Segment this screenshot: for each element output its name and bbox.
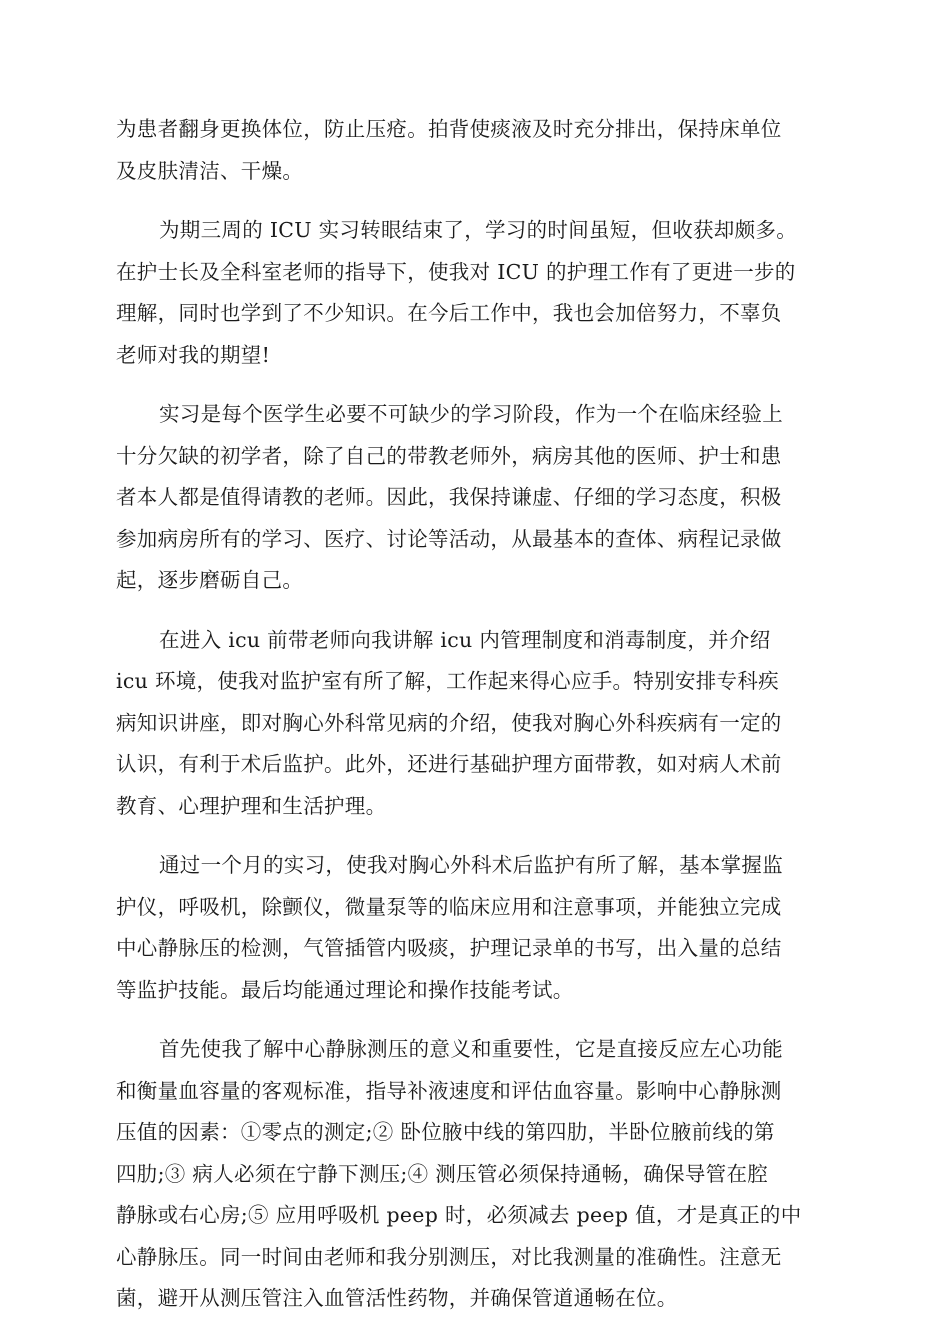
text-line: 为期三周的 ICU 实习转眼结束了，学习的时间虽短，但收获却颇多。 — [159, 218, 797, 242]
text-line: 心静脉压。同一时间由老师和我分别测压，对比我测量的准确性。注意无 — [116, 1244, 782, 1269]
text-line: 护仪，呼吸机，除颤仪，微量泵等的临床应用和注意事项，并能独立完成 — [116, 894, 782, 919]
text-line: icu 环境，使我对监护室有所了解，工作起来得心应手。特别安排专科疾 — [116, 669, 779, 693]
text-line: 理解，同时也学到了不少知识。在今后工作中，我也会加倍努力，不辜负 — [116, 301, 782, 325]
text-line: 者本人都是值得请教的老师。因此，我保持谦虚、仔细的学习态度，积极 — [116, 485, 782, 509]
text-line: 和衡量血容量的客观标准，指导补液速度和评估血容量。影响中心静脉测 — [116, 1078, 782, 1103]
paragraph-1 — [116, 109, 836, 192]
text-line: 在进入 icu 前带老师向我讲解 icu 内管理制度和消毒制度，并介绍 — [159, 627, 771, 652]
text-line: 十分欠缺的初学者，除了自己的带教老师外，病房其他的医师、护士和患 — [116, 443, 782, 468]
text-line: 等监护技能。最后均能通过理论和操作技能考试。 — [116, 977, 574, 1002]
paragraph-4 — [116, 620, 836, 828]
text-line: 菌，避开从测压管注入血管活性药物，并确保管道通畅在位。 — [116, 1286, 678, 1310]
text-line: 及皮肤清洁、干燥。 — [116, 158, 304, 183]
paragraph-5 — [116, 845, 836, 1011]
text-line: 病知识讲座，即对胸心外科常见病的介绍，使我对胸心外科疾病有一定的 — [116, 710, 782, 735]
text-line: 四肋;③ 病人必须在宁静下测压;④ 测压管必须保持通畅，确保导管在腔 — [116, 1161, 769, 1186]
document-body — [116, 109, 836, 1338]
text-line: 教育、心理护理和生活护理。 — [116, 793, 387, 818]
text-line: 认识，有利于术后监护。此外，还进行基础护理方面带教，如对病人术前 — [116, 752, 782, 776]
text-line: 首先使我了解中心静脉测压的意义和重要性，它是直接反应左心功能 — [159, 1037, 783, 1061]
text-line: 静脉或右心房;⑤ 应用呼吸机 peep 时，必须减去 peep 值，才是真正的中 — [116, 1203, 802, 1227]
text-line: 参加病房所有的学习、医疗、讨论等活动，从最基本的查体、病程记录做 — [116, 526, 782, 551]
paragraph-3 — [116, 394, 836, 602]
text-line: 实习是每个医学生必要不可缺少的学习阶段，作为一个在临床经验上 — [159, 402, 783, 426]
paragraph-2 — [116, 210, 836, 376]
text-line: 为患者翻身更换体位，防止压疮。拍背使痰液及时充分排出，保持床单位 — [116, 117, 782, 141]
text-line: 在护士长及全科室老师的指导下，使我对 ICU 的护理工作有了更进一步的 — [116, 259, 796, 284]
text-line: 通过一个月的实习，使我对胸心外科术后监护有所了解，基本掌握监 — [159, 853, 783, 877]
text-line: 起，逐步磨砺自己。 — [116, 568, 304, 592]
text-line: 压值的因素：①零点的测定;② 卧位腋中线的第四肋，半卧位腋前线的第 — [116, 1120, 775, 1144]
paragraph-6 — [116, 1029, 836, 1320]
text-line: 老师对我的期望! — [116, 342, 271, 367]
text-line: 中心静脉压的检测，气管插管内吸痰，护理记录单的书写，出入量的总结 — [116, 936, 782, 960]
